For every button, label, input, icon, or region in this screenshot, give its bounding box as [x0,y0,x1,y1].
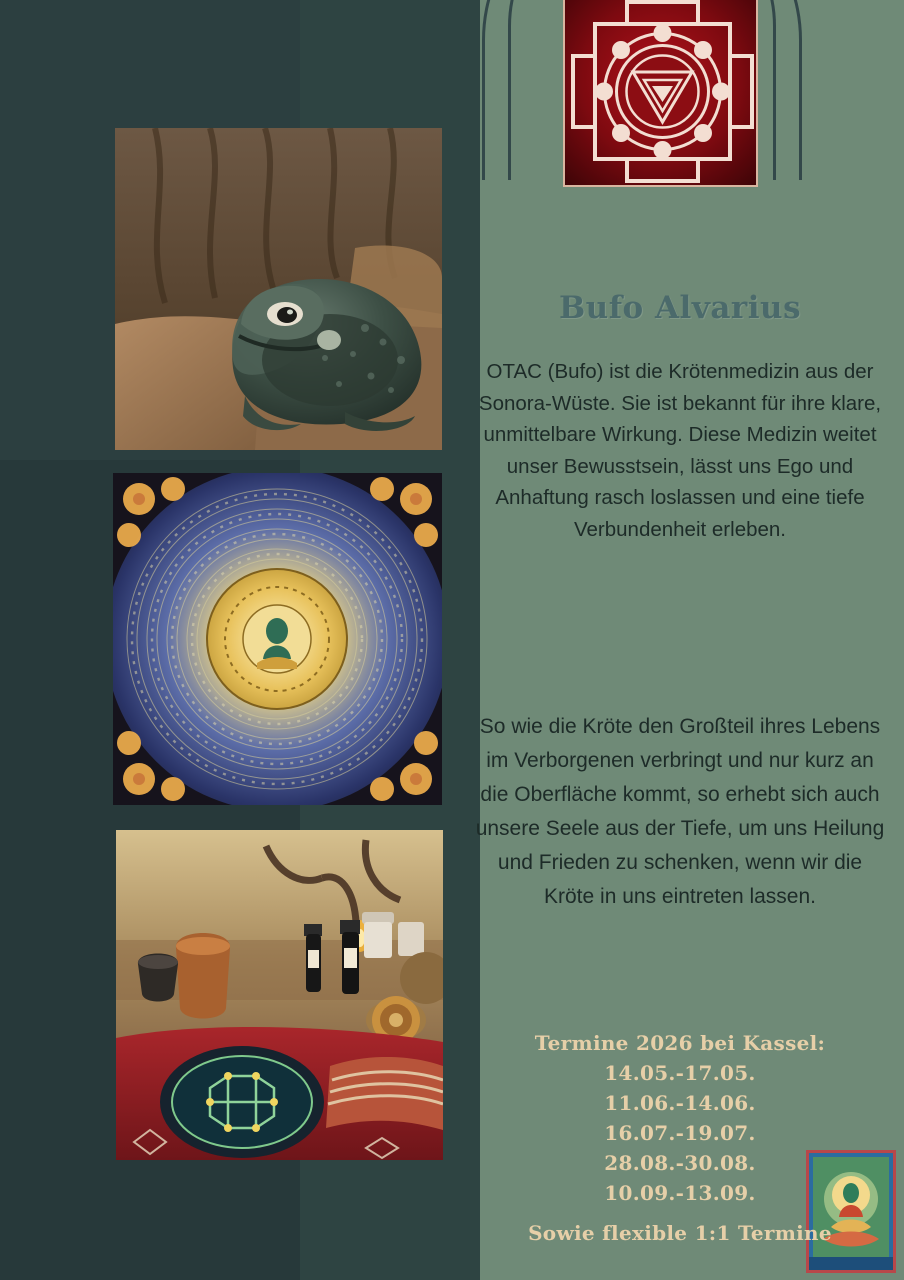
date-item: 16.07.-19.07. [604,1121,756,1145]
altar-photo [116,830,443,1160]
dates-footer: Sowie flexible 1:1 Termine [528,1221,832,1245]
page-title: Bufo Alvarius [558,290,802,326]
toad-photo [115,128,442,450]
date-item: 11.06.-14.06. [604,1091,756,1115]
intro-paragraph: OTAC (Bufo) ist die Krötenmedizin aus der Sonora-Wüste. Sie ist bekannt für ihre klare, unmittelbare Wirkung. Diese Medizin weitet unser Bewusstsein, lässt uns Ego und Anhaftung rasch loslassen und eine tiefe Verbundenheit erleben. [478,360,882,541]
kali-yantra-emblem [563,0,758,187]
metaphor-paragraph: So wie die Kröte den Großteil ihres Lebens im Verborgenen verbringt und nur kurz an die Oberfläche kommt, so erhebt sich auch unsere Seele aus der Tiefe, um uns Heilung und Frieden zu schenken, wenn wir die Kröte in uns eintreten lassen. [475,715,885,908]
mandala-photo [113,473,442,805]
date-item: 28.08.-30.08. [604,1151,756,1175]
dates-heading: Termine 2026 bei Kassel: [534,1031,826,1055]
date-item: 10.09.-13.09. [604,1181,756,1205]
date-item: 14.05.-17.05. [604,1061,756,1085]
dates-list [470,1058,890,1208]
